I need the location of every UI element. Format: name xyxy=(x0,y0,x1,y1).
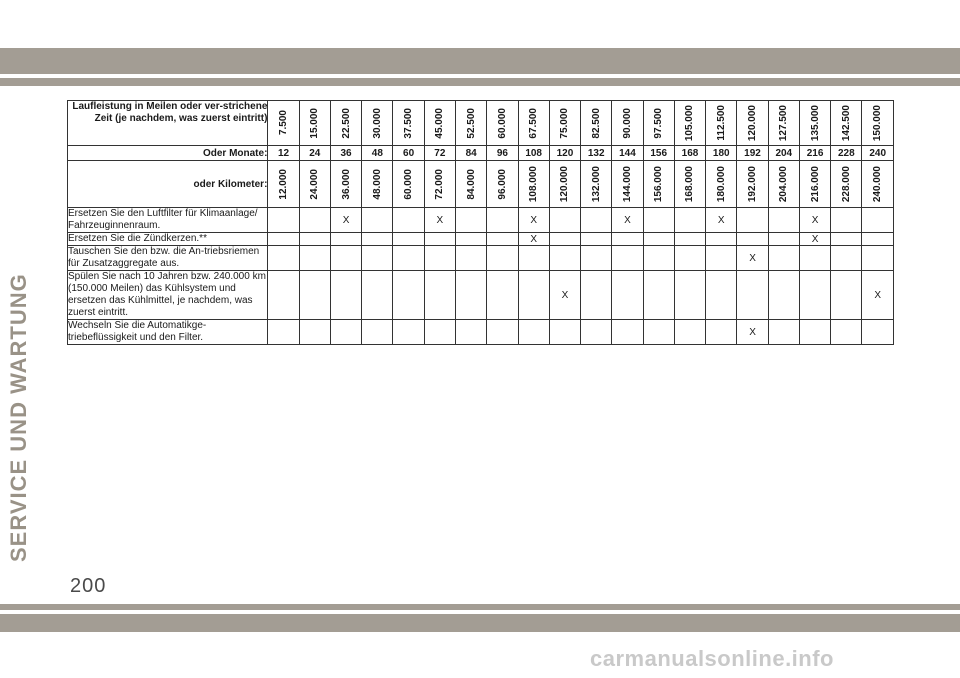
schedule-mark xyxy=(299,271,330,320)
maintenance-schedule-table xyxy=(67,100,894,345)
schedule-mark xyxy=(862,233,894,246)
km-header-row-cell xyxy=(674,161,705,208)
months-header-row-cell: 204 xyxy=(768,146,799,161)
schedule-mark xyxy=(518,246,549,271)
schedule-mark xyxy=(268,271,299,320)
km-header-row-value: 12.000 xyxy=(278,168,290,200)
km-header-row-cell xyxy=(799,161,830,208)
schedule-mark xyxy=(581,208,612,233)
schedule-mark: X xyxy=(612,208,643,233)
schedule-mark xyxy=(299,208,330,233)
miles-header-row-value: 37.500 xyxy=(403,107,415,139)
schedule-mark xyxy=(643,271,674,320)
miles-header-row-value: 52.500 xyxy=(465,107,477,139)
schedule-mark xyxy=(393,271,424,320)
miles-header-row-cell xyxy=(643,101,674,146)
schedule-mark xyxy=(393,208,424,233)
schedule-mark xyxy=(581,320,612,345)
miles-header-row-value: 97.500 xyxy=(653,107,665,139)
schedule-mark: X xyxy=(518,208,549,233)
months-header-row-cell: 72 xyxy=(424,146,455,161)
miles-header-row-value: 105.000 xyxy=(684,104,696,142)
schedule-mark xyxy=(424,320,455,345)
km-header-row-cell xyxy=(456,161,487,208)
top-stripe-thin xyxy=(0,78,960,86)
table-row xyxy=(68,208,894,233)
km-header-row-cell xyxy=(706,161,737,208)
schedule-mark xyxy=(299,233,330,246)
km-header-row-value: 36.000 xyxy=(340,168,352,200)
schedule-mark xyxy=(393,233,424,246)
miles-header-row-value: 60.000 xyxy=(496,107,508,139)
schedule-mark xyxy=(456,233,487,246)
miles-header-row-value: 67.500 xyxy=(528,107,540,139)
task-description: Spülen Sie nach 10 Jahren bzw. 240.000 km (150.000 Meilen) das Kühlsystem und ersetzen das Kühlmittel, je nachdem, was zuerst eintritt. xyxy=(68,271,266,318)
miles-header-row-value: 15.000 xyxy=(309,107,321,139)
schedule-mark xyxy=(674,246,705,271)
miles-header-row-cell xyxy=(330,101,361,146)
schedule-mark xyxy=(581,233,612,246)
schedule-mark xyxy=(768,320,799,345)
schedule-mark xyxy=(862,320,894,345)
schedule-mark xyxy=(487,271,518,320)
schedule-mark xyxy=(831,271,862,320)
km-header-row xyxy=(68,161,894,208)
schedule-mark xyxy=(330,271,361,320)
task-description: Wechseln Sie die Automatikge-triebeflüssigkeit und den Filter. xyxy=(68,320,268,345)
schedule-mark xyxy=(456,320,487,345)
schedule-mark xyxy=(674,233,705,246)
km-header-row-value: 120.000 xyxy=(559,165,571,203)
miles-header-row-cell xyxy=(612,101,643,146)
months-header-row-cell: 168 xyxy=(674,146,705,161)
km-header-row-cell xyxy=(862,161,894,208)
bottom-stripe-thin xyxy=(0,604,960,610)
schedule-mark xyxy=(456,271,487,320)
schedule-mark xyxy=(581,246,612,271)
table-row xyxy=(68,233,894,246)
miles-header-row-cell xyxy=(831,101,862,146)
schedule-mark xyxy=(612,320,643,345)
km-header-row-cell xyxy=(643,161,674,208)
months-header-row-cell: 96 xyxy=(487,146,518,161)
page-number: 200 xyxy=(70,575,107,597)
schedule-mark xyxy=(424,246,455,271)
schedule-mark xyxy=(643,208,674,233)
months-header-row-cell: 108 xyxy=(518,146,549,161)
schedule-mark xyxy=(737,271,768,320)
months-header-row-cell: 192 xyxy=(737,146,768,161)
km-header-row-value: 72.000 xyxy=(434,168,446,200)
schedule-mark xyxy=(299,320,330,345)
schedule-mark xyxy=(549,233,580,246)
schedule-mark: X xyxy=(706,208,737,233)
schedule-mark xyxy=(487,246,518,271)
schedule-mark xyxy=(268,246,299,271)
miles-header-row-value: 135.000 xyxy=(809,104,821,142)
bottom-stripe xyxy=(0,614,960,632)
km-header-row-cell xyxy=(831,161,862,208)
schedule-mark: X xyxy=(862,271,894,320)
km-header-row-cell xyxy=(549,161,580,208)
schedule-mark xyxy=(487,208,518,233)
miles-header-row-cell xyxy=(299,101,330,146)
km-header-row-value: 156.000 xyxy=(653,165,665,203)
miles-header-row-value: 90.000 xyxy=(621,107,633,139)
km-header-row-value: 192.000 xyxy=(747,165,759,203)
schedule-mark xyxy=(737,233,768,246)
months-header-row xyxy=(68,146,894,161)
schedule-mark xyxy=(456,208,487,233)
km-header-row-cell xyxy=(424,161,455,208)
schedule-mark xyxy=(831,246,862,271)
schedule-mark xyxy=(831,208,862,233)
table-row xyxy=(68,246,894,271)
miles-header-row-value: 142.500 xyxy=(840,104,852,142)
schedule-mark xyxy=(362,246,393,271)
miles-header-row-value: 127.500 xyxy=(778,104,790,142)
km-header-row-cell xyxy=(362,161,393,208)
schedule-mark xyxy=(799,246,830,271)
schedule-mark xyxy=(768,208,799,233)
miles-header-row-cell xyxy=(706,101,737,146)
months-header-row-cell: 12 xyxy=(268,146,299,161)
km-header-row-cell xyxy=(268,161,299,208)
table-row xyxy=(68,271,894,320)
section-sidebar-title: SERVICE UND WARTUNG xyxy=(6,273,31,562)
months-header-row-cell: 156 xyxy=(643,146,674,161)
km-header-row-value: 204.000 xyxy=(778,165,790,203)
miles-header-row-cell xyxy=(737,101,768,146)
months-header-row-cell: 120 xyxy=(549,146,580,161)
schedule-mark xyxy=(862,246,894,271)
km-header-row-value: 132.000 xyxy=(590,165,602,203)
schedule-mark xyxy=(674,271,705,320)
km-header-row-value: 108.000 xyxy=(528,165,540,203)
schedule-mark xyxy=(706,246,737,271)
schedule-mark xyxy=(424,233,455,246)
miles-header-row-cell xyxy=(456,101,487,146)
schedule-mark xyxy=(799,320,830,345)
schedule-mark xyxy=(768,233,799,246)
schedule-mark: X xyxy=(737,246,768,271)
km-header-row-value: 240.000 xyxy=(872,165,884,203)
schedule-mark xyxy=(393,320,424,345)
miles-header-row-cell xyxy=(862,101,894,146)
schedule-mark xyxy=(612,246,643,271)
miles-header-row-value: 120.000 xyxy=(747,104,759,142)
km-header-row-value: 168.000 xyxy=(684,165,696,203)
km-header-row-value: 24.000 xyxy=(309,168,321,200)
schedule-mark xyxy=(362,320,393,345)
km-header-row-cell xyxy=(768,161,799,208)
months-header-row-cell: 24 xyxy=(299,146,330,161)
schedule-mark xyxy=(612,271,643,320)
miles-header-row-value: 112.500 xyxy=(715,105,727,141)
schedule-mark xyxy=(862,208,894,233)
months-header-row-label: Oder Monate: xyxy=(68,146,268,161)
schedule-mark xyxy=(581,271,612,320)
months-header-row-cell: 228 xyxy=(831,146,862,161)
km-header-row-label: oder Kilometer: xyxy=(68,161,268,208)
schedule-mark xyxy=(518,271,549,320)
schedule-mark xyxy=(330,246,361,271)
top-stripe xyxy=(0,48,960,74)
schedule-mark xyxy=(643,246,674,271)
schedule-mark xyxy=(362,233,393,246)
miles-header-row-cell xyxy=(581,101,612,146)
schedule-mark xyxy=(768,271,799,320)
schedule-mark xyxy=(674,320,705,345)
task-description: Ersetzen Sie den Luftfilter für Klimaanlage/ Fahrzeuginnenraum. xyxy=(68,208,268,233)
km-header-row-value: 96.000 xyxy=(496,168,508,200)
miles-header-row-value: 7.500 xyxy=(278,110,290,136)
km-header-row-cell xyxy=(581,161,612,208)
watermark: carmanualsonline.info xyxy=(590,646,834,671)
miles-header-row-cell xyxy=(674,101,705,146)
top-margin xyxy=(0,0,960,48)
schedule-mark xyxy=(518,320,549,345)
km-header-row-value: 228.000 xyxy=(840,165,852,203)
task-description: Tauschen Sie den bzw. die An-triebsriemen für Zusatzaggregate aus. xyxy=(68,246,268,271)
schedule-mark xyxy=(549,320,580,345)
months-header-row-cell: 132 xyxy=(581,146,612,161)
km-header-row-cell xyxy=(330,161,361,208)
months-header-row-cell: 84 xyxy=(456,146,487,161)
miles-header-row-cell xyxy=(549,101,580,146)
schedule-mark: X xyxy=(549,271,580,320)
months-header-row-cell: 240 xyxy=(862,146,894,161)
km-header-row-value: 60.000 xyxy=(403,168,415,200)
km-header-row-cell xyxy=(393,161,424,208)
schedule-mark xyxy=(268,320,299,345)
km-header-row-value: 48.000 xyxy=(371,168,383,200)
schedule-mark xyxy=(768,246,799,271)
km-header-row-cell xyxy=(299,161,330,208)
schedule-mark xyxy=(424,271,455,320)
months-header-row-cell: 60 xyxy=(393,146,424,161)
miles-header-row-value: 82.500 xyxy=(590,107,602,139)
table-row xyxy=(68,320,894,345)
task-description: Ersetzen Sie die Zündkerzen.** xyxy=(68,233,268,246)
schedule-mark xyxy=(612,233,643,246)
miles-header-row-cell xyxy=(799,101,830,146)
schedule-mark xyxy=(268,233,299,246)
schedule-mark xyxy=(831,320,862,345)
schedule-mark xyxy=(831,233,862,246)
km-header-row-value: 84.000 xyxy=(465,168,477,200)
miles-header-row-cell xyxy=(424,101,455,146)
schedule-mark xyxy=(706,320,737,345)
schedule-mark: X xyxy=(799,208,830,233)
schedule-mark xyxy=(456,246,487,271)
schedule-mark: X xyxy=(799,233,830,246)
miles-header-row-cell xyxy=(768,101,799,146)
schedule-mark xyxy=(330,320,361,345)
months-header-row-cell: 36 xyxy=(330,146,361,161)
schedule-mark xyxy=(487,320,518,345)
miles-header-row xyxy=(68,101,894,146)
schedule-mark: X xyxy=(518,233,549,246)
miles-header-row-label: Laufleistung in Meilen oder ver-strichene Zeit (je nachdem, was zuerst eintritt) xyxy=(68,101,268,146)
schedule-mark xyxy=(706,271,737,320)
schedule-mark xyxy=(643,233,674,246)
schedule-mark xyxy=(362,208,393,233)
schedule-mark xyxy=(549,208,580,233)
schedule-mark xyxy=(674,208,705,233)
schedule-mark xyxy=(643,320,674,345)
schedule-mark xyxy=(737,208,768,233)
miles-header-row-cell xyxy=(393,101,424,146)
miles-header-row-cell xyxy=(268,101,299,146)
schedule-mark xyxy=(268,208,299,233)
schedule-mark xyxy=(487,233,518,246)
miles-header-row-cell xyxy=(362,101,393,146)
km-header-row-value: 144.000 xyxy=(621,165,633,203)
miles-header-row-cell xyxy=(518,101,549,146)
km-header-row-cell xyxy=(487,161,518,208)
km-header-row-cell xyxy=(518,161,549,208)
schedule-mark: X xyxy=(330,208,361,233)
months-header-row-cell: 48 xyxy=(362,146,393,161)
schedule-mark xyxy=(549,246,580,271)
km-header-row-value: 216.000 xyxy=(809,165,821,203)
miles-header-row-value: 150.000 xyxy=(872,104,884,142)
months-header-row-cell: 180 xyxy=(706,146,737,161)
schedule-mark: X xyxy=(737,320,768,345)
schedule-mark xyxy=(362,271,393,320)
km-header-row-cell xyxy=(737,161,768,208)
km-header-row-cell xyxy=(612,161,643,208)
schedule-mark xyxy=(799,271,830,320)
miles-header-row-value: 45.000 xyxy=(434,107,446,139)
schedule-mark: X xyxy=(424,208,455,233)
miles-header-row-cell xyxy=(487,101,518,146)
km-header-row-value: 180.000 xyxy=(715,165,727,203)
miles-header-row-value: 75.000 xyxy=(559,107,571,139)
schedule-mark xyxy=(393,246,424,271)
schedule-mark xyxy=(330,233,361,246)
miles-header-row-value: 22.500 xyxy=(340,107,352,139)
schedule-mark xyxy=(299,246,330,271)
schedule-mark xyxy=(706,233,737,246)
months-header-row-cell: 216 xyxy=(799,146,830,161)
months-header-row-cell: 144 xyxy=(612,146,643,161)
miles-header-row-value: 30.000 xyxy=(371,107,383,139)
